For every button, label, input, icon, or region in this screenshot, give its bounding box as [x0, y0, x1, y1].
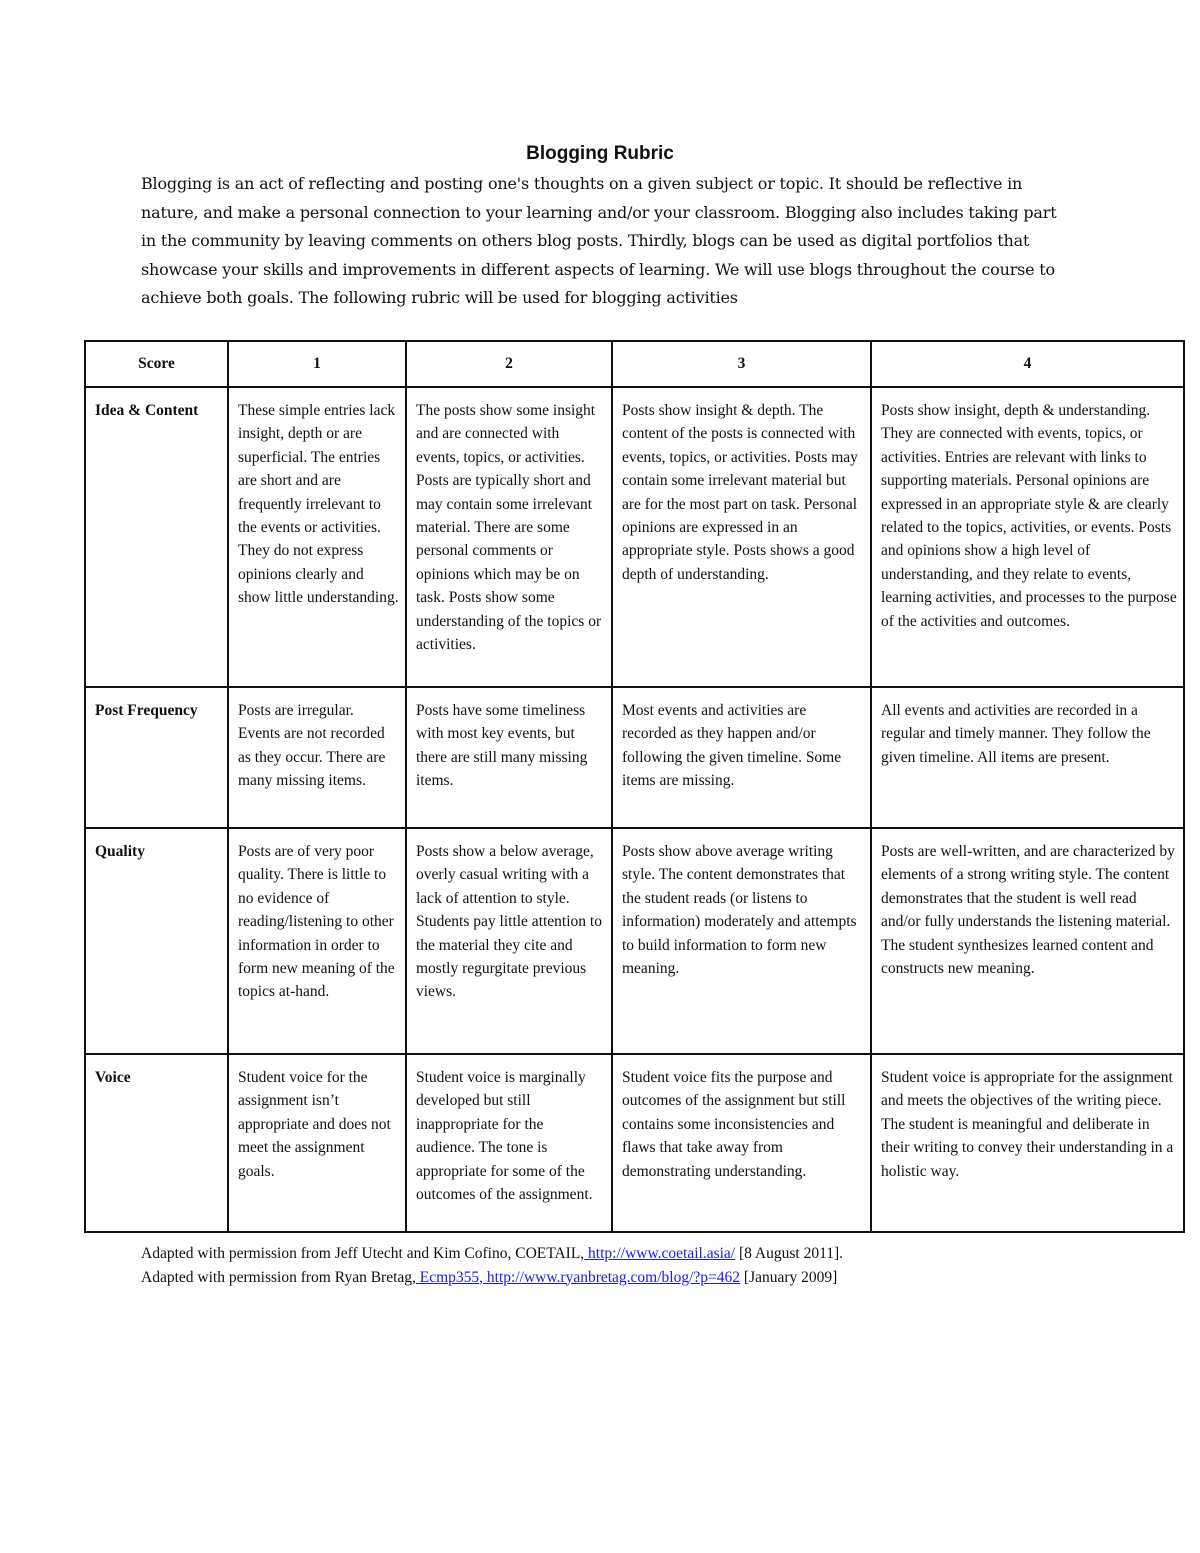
- rubric-cell: Posts show above average writing style. The content demonstrates that the student reads (or listens to information) moderately and attempts to build information to form new meaning.: [612, 828, 871, 1054]
- criterion-voice: Voice: [85, 1054, 228, 1232]
- header-score-3: 3: [612, 341, 871, 387]
- rubric-cell: Student voice for the assignment isn’t appropriate and does not meet the assignment goals.: [228, 1054, 406, 1232]
- table-row: [85, 387, 1184, 687]
- criterion-quality: Quality: [85, 828, 228, 1054]
- criterion-post-frequency: Post Frequency: [85, 687, 228, 828]
- header-score-2: 2: [406, 341, 612, 387]
- rubric-cell: Most events and activities are recorded as they happen and/or following the given timeline. Some items are missing.: [612, 687, 871, 828]
- criterion-idea-content: Idea & Content: [85, 387, 228, 687]
- rubric-cell: All events and activities are recorded in a regular and timely manner. They follow the given timeline. All items are present.: [871, 687, 1184, 828]
- rubric-cell: These simple entries lack insight, depth or are superficial. The entries are short and are frequently irrelevant to the events or activities. They do not express opinions clearly and show little understanding.: [228, 387, 406, 687]
- citation-bretag: [141, 1266, 1141, 1290]
- rubric-cell: Student voice fits the purpose and outcomes of the assignment but still contains some inconsistencies and flaws that take away from demonstrating understanding.: [612, 1054, 871, 1232]
- rubric-cell: Posts show insight & depth. The content of the posts is connected with events, topics, or activities. Posts may contain some irrelevant material but are for the most part on task. Personal opinions are expressed in an appropriate style. Posts shows a good depth of understanding.: [612, 387, 871, 687]
- rubric-cell: The posts show some insight and are connected with events, topics, or activities. Posts are typically short and may contain some irrelevant material. There are some personal comments or opinions which may be on task. Posts show some understanding of the topics or activities.: [406, 387, 612, 687]
- citation-date: [January 2009]: [740, 1268, 838, 1286]
- citation-coetail: [141, 1242, 1141, 1266]
- rubric-cell: Student voice is appropriate for the assignment and meets the objectives of the writing piece. The student is meaningful and deliberate in their writing to convey their understanding in a holistic way.: [871, 1054, 1184, 1232]
- rubric-cell: Student voice is marginally developed but still inappropriate for the audience. The tone is appropriate for some of the outcomes of the assignment.: [406, 1054, 612, 1232]
- header-score-1: 1: [228, 341, 406, 387]
- citation-text: Adapted with permission from Jeff Utecht and Kim Cofino, COETAIL,: [141, 1245, 585, 1262]
- table-header-row: [85, 341, 1184, 387]
- ecmp355-link[interactable]: Ecmp355: [415, 1268, 480, 1286]
- page-title: Blogging Rubric: [526, 143, 674, 164]
- table-row: [85, 828, 1184, 1054]
- intro-paragraph: Blogging is an act of reflecting and posting one's thoughts on a given subject or topic. It should be reflective in nature, and make a personal connection to your learning and/or your classroom. Blogging also includes taking part in the community by leaving comments on others blog posts. Thirdly, blogs can be used as digital portfolios that showcase your skills and improvements in different aspects of learning. We will use blogs throughout the course to achieve both goals. The following rubric will be used for blogging activities: [141, 174, 1057, 307]
- rubric-cell: Posts show a below average, overly casual writing with a lack of attention to style. Students pay little attention to the material they cite and mostly regurgitate previous views.: [406, 828, 612, 1054]
- link-separator: ,: [479, 1268, 484, 1286]
- rubric-cell: Posts are irregular. Events are not recorded as they occur. There are many missing items.: [228, 687, 406, 828]
- rubric-cell: Posts show insight, depth & understanding. They are connected with events, topics, or activities. Entries are relevant with links to supporting materials. Personal opinions are expressed in an appropriate style & are clearly related to the topics, activities, or events. Posts and opinions show a high level of understanding, and they relate to events, learning activities, and processes to the purpose of the activities and outcomes.: [871, 387, 1184, 687]
- header-score-4: 4: [871, 341, 1184, 387]
- rubric-cell: Posts are well-written, and are characterized by elements of a strong writing style. The content demonstrates that the student is well read and/or fully understands the listening material. The student synthesizes learned content and constructs new meaning.: [871, 828, 1184, 1054]
- rubric-cell: Posts are of very poor quality. There is little to no evidence of reading/listening to other information in order to form new meaning of the topics at-hand.: [228, 828, 406, 1054]
- source-citations: [141, 1242, 1141, 1289]
- ryanbretag-link[interactable]: http://www.ryanbretag.com/blog/?p=462: [483, 1268, 741, 1286]
- citation-date: [8 August 2011].: [735, 1245, 844, 1262]
- coetail-link[interactable]: http://www.coetail.asia/: [584, 1245, 736, 1262]
- rubric-table: [84, 340, 1185, 1233]
- header-score: Score: [85, 341, 228, 387]
- table-row: [85, 1054, 1184, 1232]
- citation-text: Adapted with permission from Ryan Bretag,: [141, 1268, 416, 1286]
- table-row: [85, 687, 1184, 828]
- rubric-cell: Posts have some timeliness with most key events, but there are still many missing items.: [406, 687, 612, 828]
